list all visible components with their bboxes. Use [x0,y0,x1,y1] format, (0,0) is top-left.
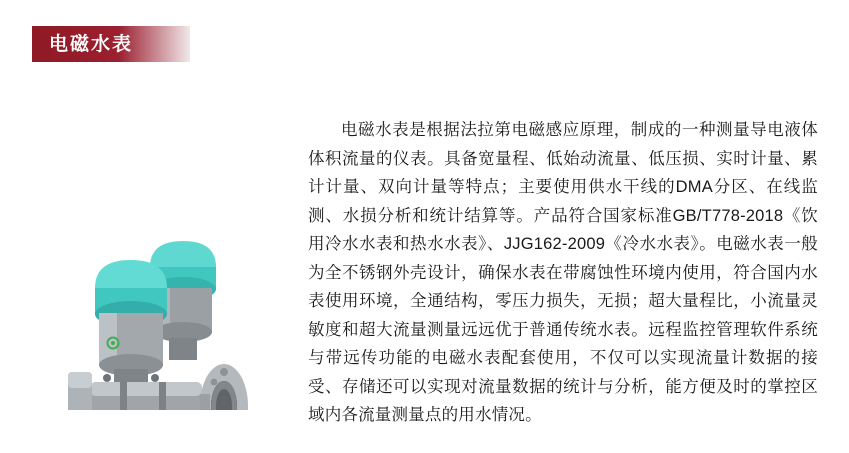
product-description [308,116,818,430]
page-title-banner [32,26,190,62]
description-paragraph: 电磁水表是根据法拉第电磁感应原理，制成的一种测量导电液体体积流量的仪表。具备宽量程、低始动流量、低压损、实时计量、累计计量、双向计量等特点；主要使用供水干线的DMA分区、在线监测、水损分析和统计结算等。产品符合国家标准GB/T778-2018《饮用冷水水表和热水水表》、JJG162-2009《冷水水表》。电磁水表一般为全不锈钢外壳设计，确保水表在带腐蚀性环境内使用，符合国内水表使用环境，全通结构，零压力损失，无损；超大量程比，小流量灵敏度和超大流量测量远远优于普通传统水表。远程监控管理软件系统与带远传功能的电磁水表配套使用，不仅可以实现流量计数据的接受、存储还可以实现对流量数据的统计与分析，能方便及时的掌控区域内各流量测量点的用水情况。 [308,121,818,424]
page-title: 电磁水表 [49,33,134,55]
converter-head-left [95,260,167,385]
product-image [28,110,298,410]
